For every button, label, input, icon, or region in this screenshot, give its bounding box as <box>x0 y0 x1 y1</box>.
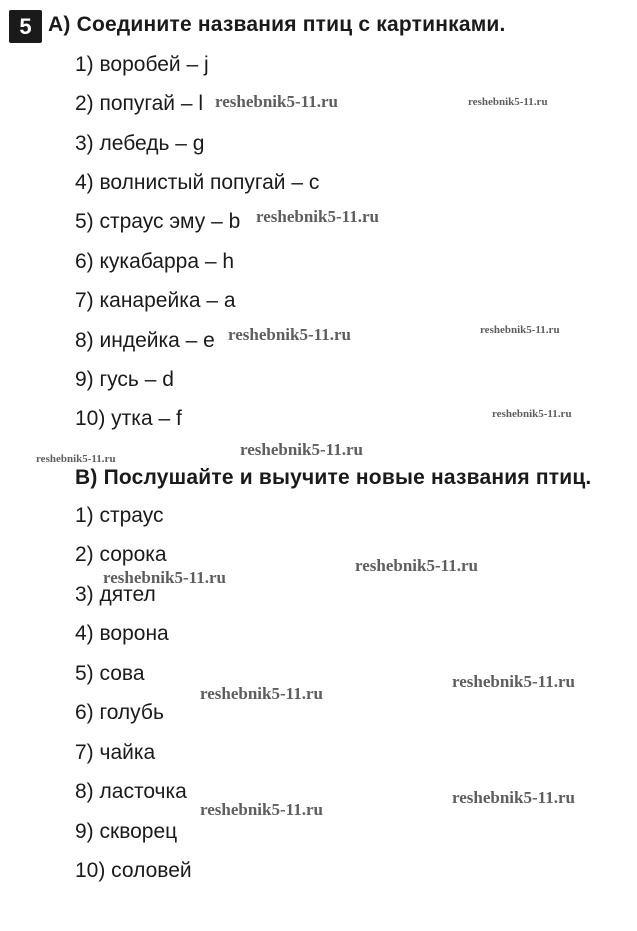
part-b-item-1: 1) страус <box>75 504 164 527</box>
watermark: reshebnik5-11.ru <box>468 96 548 108</box>
part-b-item-6: 6) голубь <box>75 701 164 724</box>
watermark: reshebnik5-11.ru <box>256 207 379 226</box>
part-a-item-4: 4) волнистый попугай – c <box>75 171 320 194</box>
part-a-item-3: 3) лебедь – g <box>75 132 205 155</box>
part-a-item-8: 8) индейка – e <box>75 329 215 352</box>
part-b-item-7: 7) чайка <box>75 741 156 764</box>
watermark: reshebnik5-11.ru <box>452 788 575 807</box>
part-b-item-10: 10) соловей <box>75 859 192 882</box>
part-a-item-6: 6) кукабарра – h <box>75 250 235 273</box>
watermark: reshebnik5-11.ru <box>103 568 226 587</box>
watermark: reshebnik5-11.ru <box>200 800 323 819</box>
part-b-item-9: 9) скворец <box>75 820 178 843</box>
exercise-number-badge: 5 <box>9 10 42 43</box>
part-b-item-8: 8) ласточка <box>75 780 187 803</box>
part-b-item-2: 2) сорока <box>75 543 167 566</box>
watermark: reshebnik5-11.ru <box>215 92 338 111</box>
part-a-item-10: 10) утка – f <box>75 407 182 430</box>
watermark: reshebnik5-11.ru <box>492 408 572 420</box>
watermark: reshebnik5-11.ru <box>355 556 478 575</box>
watermark: reshebnik5-11.ru <box>240 440 363 459</box>
part-a-item-9: 9) гусь – d <box>75 368 174 391</box>
watermark: reshebnik5-11.ru <box>452 672 575 691</box>
watermark: reshebnik5-11.ru <box>228 325 351 344</box>
part-b-item-3: 3) дятел <box>75 583 156 606</box>
part-a-item-2: 2) попугай – l <box>75 92 204 115</box>
part-a-item-5: 5) страус эму – b <box>75 210 241 233</box>
part-a-item-7: 7) канарейка – a <box>75 289 236 312</box>
part-a-heading: A) Соедините названия птиц с картинками. <box>48 13 506 36</box>
part-b-heading: B) Послушайте и выучите новые названия птиц. <box>75 466 592 489</box>
part-a-item-1: 1) воробей – j <box>75 53 209 76</box>
watermark: reshebnik5-11.ru <box>480 324 560 336</box>
watermark: reshebnik5-11.ru <box>200 684 323 703</box>
watermark: reshebnik5-11.ru <box>36 453 116 465</box>
part-b-item-5: 5) сова <box>75 662 145 685</box>
part-b-item-4: 4) ворона <box>75 622 169 645</box>
